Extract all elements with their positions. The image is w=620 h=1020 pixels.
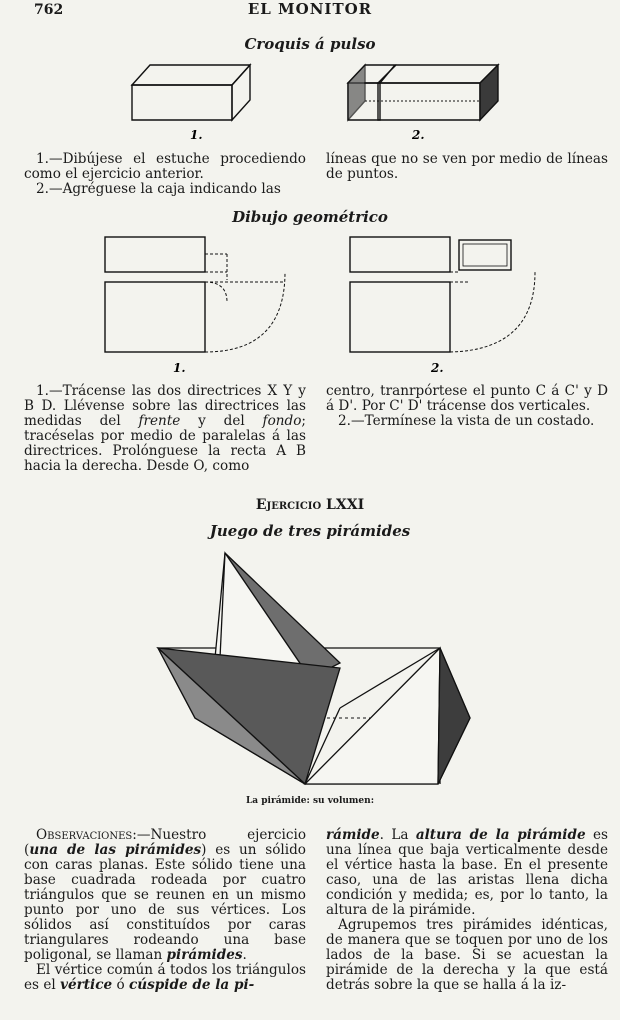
- fig-label-geo-1: 1.: [173, 361, 186, 375]
- text-run: El vértice común á todos los triángulos es el: [24, 962, 306, 993]
- figure-box-sketch: [120, 55, 520, 150]
- emphasis-una-de-las-piramides: una de las pirámides: [29, 842, 202, 858]
- text-run: ; tracéselas por medio de paralelas á las directrices. Prolónguese la recta A B hacia la derecha. Desde O, como: [24, 413, 306, 474]
- fig-label-geo-2: 2.: [431, 361, 444, 375]
- emphasis-vertice: vértice: [60, 977, 113, 993]
- section1-item-2-cont: líneas que no se ven por medio de líneas de puntos.: [326, 151, 608, 182]
- section2-right-column: [326, 384, 608, 429]
- section-title-croquis: Croquis á pulso: [244, 35, 376, 53]
- section1-item-2: 2.—Agréguese la caja indicando las: [36, 181, 281, 197]
- altura-paragraph: [326, 828, 608, 918]
- text-run: ) es un sólido con caras planas. Este sólido tiene una base cuadrada rodeada por cuatro triángulos que se reunen en un mismo punto por uno de sus vértices. Los sólidos así constituídos por caras triangulares rodeando una base poligonal, se llaman: [24, 842, 306, 963]
- body-left-column: [24, 828, 306, 993]
- observaciones-label: Observaciones:: [36, 827, 137, 843]
- text-run: es una línea que baja verticalmente desde el vértice hasta la base. En el presente caso, una de las aristas llena dicha condición y medida; es, por lo tanto, la altura de la pirámide.: [326, 827, 608, 918]
- section-title-piramides: Juego de tres pirámides: [209, 522, 411, 540]
- section1-right-column: [326, 152, 608, 182]
- exercise-heading: Ejercicio LXXI: [255, 497, 365, 513]
- emphasis-fondo: fondo: [262, 413, 302, 429]
- figure-three-pyramids: [150, 548, 480, 788]
- fig-label-2: 2.: [412, 128, 425, 142]
- figure-caption: La pirámide: su volumen:: [245, 796, 375, 806]
- emphasis-piramides: pirámides: [166, 947, 243, 963]
- emphasis-cuspide: cúspide de la pi-: [128, 977, 255, 993]
- section2-left-column: [24, 384, 306, 474]
- agrupemos-paragraph: Agrupemos tres pirámides idénticas, de manera que se toquen por uno de los lados de la base. Si se acuestan la pirámide de la derecha y la que está detrás sobre la que se halla á la iz-: [326, 917, 608, 993]
- emphasis-altura: altura de la pirámide: [415, 827, 586, 843]
- text-run: ó: [112, 977, 129, 993]
- pyramid-right-face-dark: [438, 648, 470, 784]
- text-run: . La: [379, 827, 416, 843]
- fig-label-1: 1.: [190, 128, 203, 142]
- text-run: —Nuestro ejercicio (: [24, 827, 306, 858]
- section-title-dibujo: Dibujo geométrico: [232, 208, 388, 226]
- section2-item-1: [24, 384, 306, 474]
- text-run: .: [242, 947, 247, 963]
- vertice-paragraph: [24, 963, 306, 993]
- page-header: [0, 0, 620, 20]
- emphasis-frente: frente: [138, 413, 181, 429]
- page-number: 762: [34, 2, 64, 18]
- observaciones-paragraph: [24, 828, 306, 963]
- text-run: 1.—Trácense las dos directrices X Y y B D. Llévense sobre las directrices las medidas del: [24, 383, 306, 429]
- geometric-view-2: [350, 237, 535, 352]
- figure-geometric-drawing: [95, 232, 545, 382]
- geometric-view-1: [105, 237, 285, 352]
- section2-item-2: 2.—Termínese la vista de un costado.: [338, 413, 595, 429]
- text-run: y del: [180, 413, 263, 429]
- section1-left-column: [24, 152, 306, 197]
- body-right-column: [326, 828, 608, 993]
- box-2-drawing: [348, 65, 498, 120]
- section2-item-1-cont: centro, tranrpórtese el punto C á C' y D á D'. Por C' D' trácense dos verticales.: [326, 383, 608, 414]
- section1-item-1: 1.—Dibújese el estuche procediendo como el ejercicio anterior.: [24, 151, 306, 182]
- emphasis-ramide: rámide: [326, 827, 380, 843]
- running-title: EL MONITOR: [247, 0, 373, 18]
- box-1-drawing: [132, 65, 250, 120]
- pyramid-left-face-dark: [158, 648, 340, 784]
